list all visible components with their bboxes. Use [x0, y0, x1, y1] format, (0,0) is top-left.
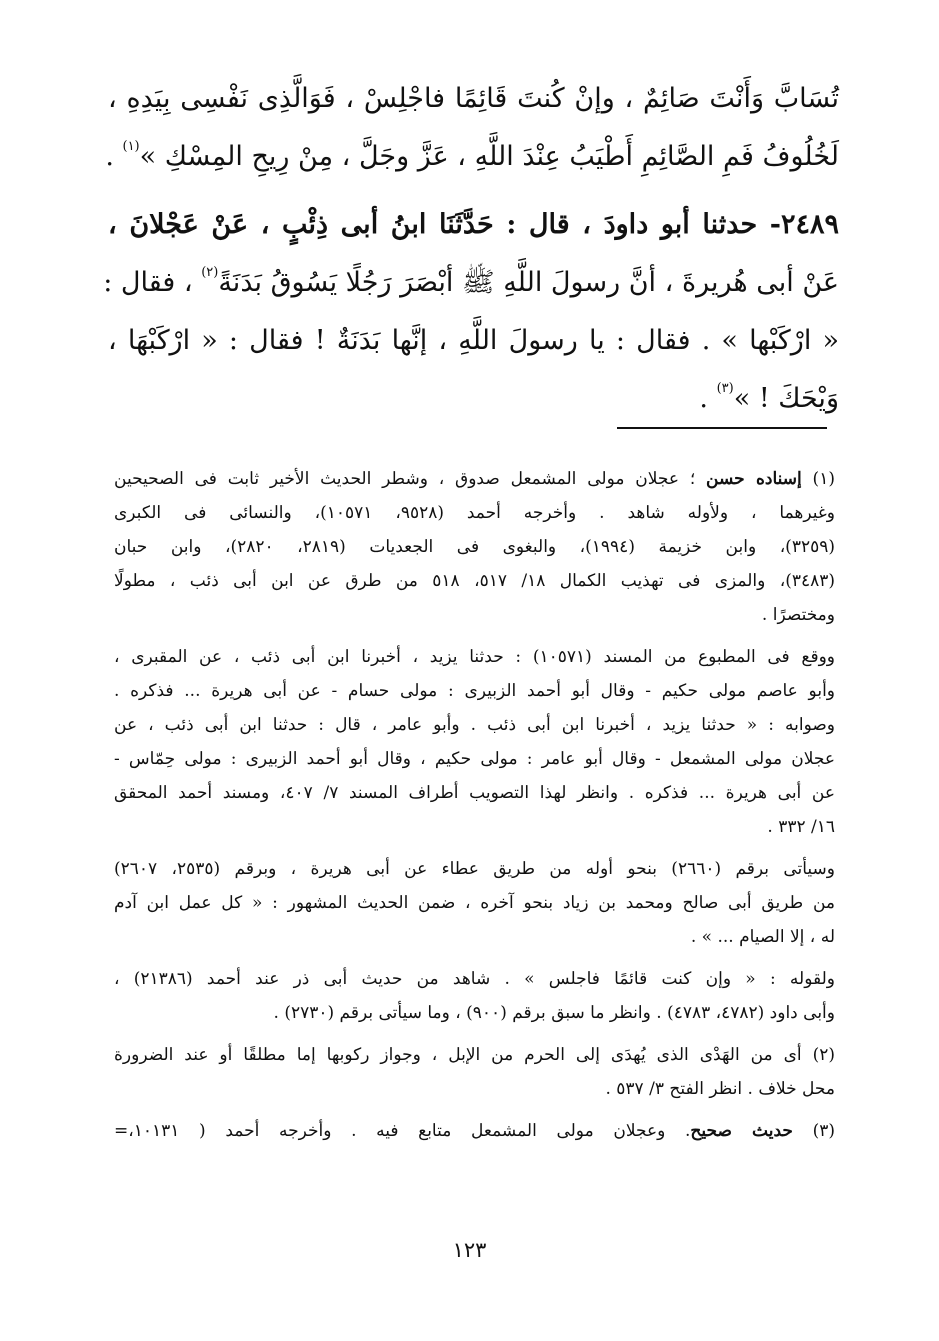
footnote-line: ومختصرًا . — [761, 605, 835, 625]
punctuation: . — [105, 141, 123, 172]
hadith-text — [103, 70, 840, 428]
footnote-ref: (٣) — [716, 381, 734, 396]
hadith-line — [105, 128, 839, 186]
footnote-label: (١) — [801, 469, 835, 489]
footnote-line: وأبى داود (٤٧٨٢، ٤٧٨٣) . وانظر ما سبق برقم (٩٠٠) ، وما سيأتى برقم (٢٧٣٠) . — [273, 1003, 835, 1023]
punctuation: . — [699, 383, 717, 414]
hadith-line-text: تُسَابَّ وَأَنْتَ صَائِمٌ ، وإنْ كُنتَ قَائِمًا فاجْلِسْ ، فَوَالَّذِى نَفْسِى بِيَدِهِ ، — [108, 83, 839, 114]
hadith-line — [108, 196, 839, 254]
page-number: ١٢٣ — [452, 1238, 487, 1262]
footnote-separator — [617, 427, 827, 429]
footnote-line: محل خلاف . انظر الفتح ٣/ ٥٣٧ . — [605, 1079, 835, 1099]
footnote-line: وغيرهما ، ولأوله شاهد . وأخرجه أحمد (٩٥٢٨، ١٠٥٧١)، والنسائى فى الكبرى — [114, 503, 835, 523]
footnote-line: ولقوله : « وإن كنت قائمًا فاجلس » . شاهد من حديث أبى ذر عند أحمد (٢١٣٨٦) ، — [114, 969, 835, 989]
footnote-2 — [114, 1038, 835, 1106]
footnote-ref: (٢) — [201, 265, 219, 280]
footnotes — [114, 462, 835, 1156]
hadith-line-text: وَيْحَكَ ! » — [733, 383, 839, 414]
hadith-line-text: لَخُلُوفُ فَمِ الصَّائِمِ أَطْيَبُ عِنْدَ اللَّهِ ، عَزَّ وجَلَّ ، مِنْ رِيحِ المِسْكِ » — [139, 141, 839, 172]
hadith-line — [108, 70, 839, 128]
footnote-line: وأبو عاصم مولى حكيم - وقال أبو أحمد الزبيرى : مولى حسام - عن أبى هريرة ... فذكره . — [114, 681, 835, 701]
footnote-paragraph — [114, 962, 835, 1030]
footnote-line: (٣٢٥٩)، وابن خزيمة (١٩٩٤)، والبغوى فى الجعديات (٢٨١٩، ٢٨٢٠)، وابن حبان — [114, 537, 835, 557]
footnote-text: . وعجلان مولى المشمعل متابع فيه . وأخرجه أحمد ( ١٠١٣١،= — [114, 1121, 691, 1141]
footnote-line: عن أبى هريرة ... فذكره . وانظر لهذا التصويب أطراف المسند ٧/ ٤٠٧، ومسند أحمد المحقق — [114, 783, 836, 803]
footnote-line: وصوابه : « حدثنا يزيد ، أخبرنا ابن أبى ذئب . وأبو عامر ، قال : حدثنا ابن أبى ذئب ، عن — [114, 715, 835, 735]
hadith-line — [108, 312, 839, 370]
grading-label: إسناده حسن — [706, 469, 802, 489]
hadith-line — [108, 370, 839, 428]
footnote-line: عجلان مولى المشمعل - وقال أبو عامر : مولى حكيم ، وقال أبو أحمد الزبيرى : مولى حِمّاس - — [114, 749, 835, 769]
hadith-number: ٢٤٨٩- — [769, 209, 839, 240]
footnote-3 — [114, 1114, 835, 1148]
footnote-line: ووقع فى المطبوع من المسند (١٠٥٧١) : حدثنا يزيد ، أخبرنا ابن أبى ذئب ، عن المقبرى ، — [114, 647, 835, 667]
footnote-ref: (١) — [122, 139, 140, 154]
footnote-line: ١٦/ ٣٣٢ . — [767, 817, 835, 837]
footnote-paragraph — [114, 852, 835, 954]
footnote-line — [114, 462, 835, 496]
footnote-line: (٢) أى من الهَدْى الذى يُهدَى إلى الحرم من الإبل ، وجواز ركوبها إما مطلقًا أو عند الضرورة — [114, 1045, 835, 1065]
footnote-label: (٣) — [792, 1121, 835, 1141]
footnote-line: له ، إلا الصيام ... » . — [690, 927, 835, 947]
footnote-line — [114, 1114, 835, 1148]
footnote-line: من طريق أبى صالح ومحمد بن زياد بنحو آخره ، ضمن الحديث المشهور : « كل عمل ابن آدم — [114, 893, 835, 913]
hadith-isnad: حدثنا أبو داودَ ، قال : حَدَّثَنَا ابنُ أبى ذِئْبٍ ، عَنْ عَجْلانَ ، — [108, 209, 770, 240]
footnote-line: (٣٤٨٣)، والمزى فى تهذيب الكمال ١٨/ ٥١٧، ٥١٨ من طرق عن ابن أبى ذئب ، مطولًا — [114, 571, 836, 591]
hadith-line-text: عَنْ أبى هُريرةَ ، أنَّ رسولَ اللَّهِ ﷺ أبْصَرَ رَجُلًا يَسُوقُ بَدَنَةً — [218, 267, 839, 298]
footnote-line: وسيأتى برقم (٢٦٦٠) بنحو أوله من طريق عطاء عن أبى هريرة ، وبرقم (٢٥٣٥، ٢٦٠٧) — [114, 859, 836, 879]
grading-label: حديث صحيح — [690, 1121, 793, 1141]
footnote-1 — [114, 462, 835, 632]
footnote-paragraph — [114, 640, 835, 844]
hadith-line-text: ، فقال : — [103, 267, 202, 298]
footnote-text: ؛ عجلان مولى المشمعل صدوق ، وشطر الحديث الأخير ثابت فى الصحيحين — [114, 469, 707, 489]
hadith-line — [103, 254, 839, 312]
hadith-line-text: « ارْكَبْها » . فقال : يا رسولَ اللَّهِ ، إنَّها بَدَنَةٌ ! فقال : « ارْكَبْهَا ، — [108, 325, 840, 356]
